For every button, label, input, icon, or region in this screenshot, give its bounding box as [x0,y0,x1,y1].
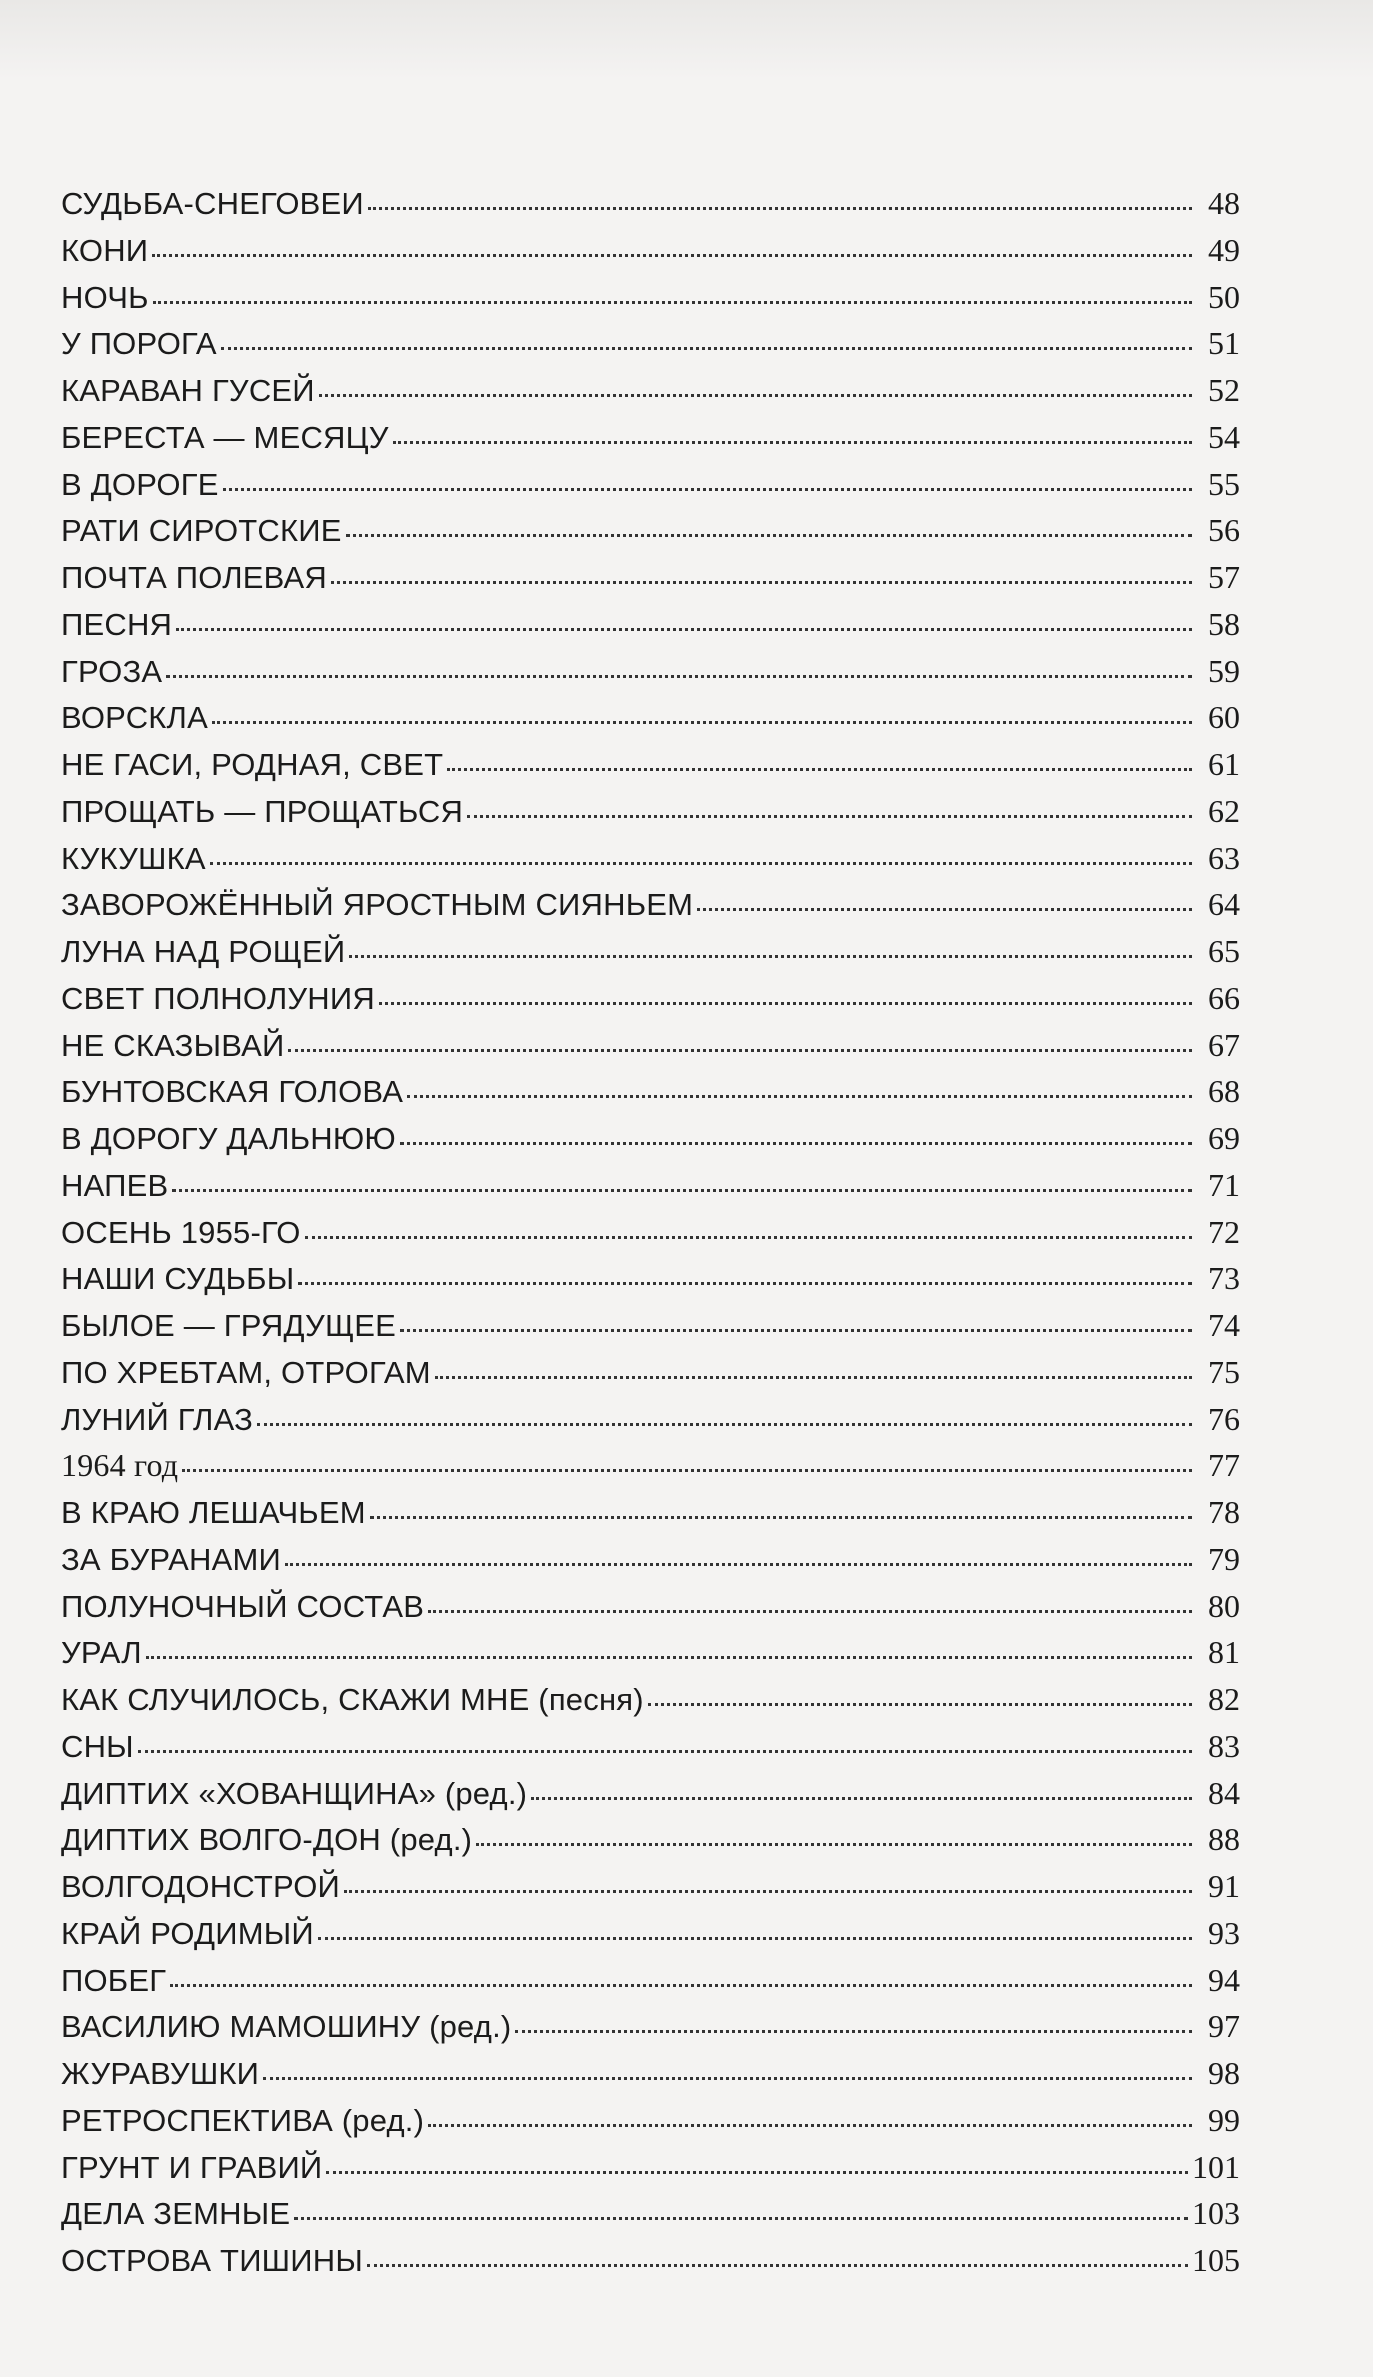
toc-entry-title: ПРОЩАТЬ — ПРОЩАТЬСЯ [61,793,464,829]
toc-entry-title: КУКУШКА [61,840,206,876]
toc-entry [61,1162,1240,1209]
dot-leader [467,814,1192,818]
dot-leader [435,1375,1192,1379]
dot-leader [298,1281,1192,1285]
toc-entry-page-number: 50 [1208,278,1240,315]
toc-entry-title: ГРОЗА [61,653,163,689]
toc-entry-title: ОСЕНЬ 1955-ГО [61,1214,301,1250]
table-of-contents [61,180,1240,2284]
toc-entry-title: БУНТОВСКАЯ ГОЛОВА [61,1074,404,1110]
toc-entry-title: ГРУНТ И ГРАВИЙ [61,2149,323,2185]
toc-entry-title: КАРАВАН ГУСЕЙ [61,373,315,408]
toc-entry-page-number: 91 [1208,1868,1240,1904]
toc-entry [61,180,1240,227]
toc-entry-page-number: 98 [1208,2055,1240,2091]
toc-entry [61,1536,1240,1583]
toc-entry-page-number: 84 [1208,1774,1240,1811]
toc-entry [61,1255,1240,1302]
toc-entry-title: 1964 год [61,1447,179,1484]
toc-entry-title: КОНИ [61,232,149,268]
toc-entry-page-number: 94 [1208,1961,1240,1998]
dot-leader [331,580,1192,584]
toc-entry-page-number: 57 [1208,559,1240,595]
dot-leader [263,2076,1192,2080]
toc-entry-page-number: 101 [1192,2148,1240,2185]
toc-entry-page-number: 67 [1208,1026,1240,1063]
dot-leader [288,1048,1192,1052]
toc-entry-page-number: 105 [1192,2242,1240,2278]
dot-leader [367,2263,1188,2267]
toc-entry-title: ПО ХРЕБТАМ, ОТРОГАМ [61,1354,431,1390]
toc-entry [61,1442,1240,1489]
dot-leader [319,393,1192,397]
toc-entry [61,694,1240,741]
dot-leader [294,2216,1188,2220]
toc-entry [61,320,1240,367]
toc-entry-page-number: 97 [1208,2008,1240,2045]
dot-leader [379,1001,1192,1005]
toc-entry [61,227,1240,274]
toc-entry-page-number: 55 [1208,465,1240,502]
toc-entry-title: ЛУНИЙ ГЛАЗ [61,1401,254,1437]
toc-entry [61,1770,1240,1817]
toc-entry-page-number: 56 [1208,512,1240,549]
dot-leader [138,1749,1192,1753]
toc-entry-page-number: 71 [1208,1166,1240,1203]
toc-entry-title: ПОЛУНОЧНЫЙ СОСТАВ [61,1588,425,1624]
toc-entry-page-number: 62 [1208,792,1240,829]
toc-entry [61,835,1240,882]
toc-entry-title: ДИПТИХ ВОЛГО-ДОН (ред.) [61,1822,473,1858]
dot-leader [318,1936,1192,1940]
dot-leader [400,1328,1192,1332]
dot-leader [176,627,1192,631]
dot-leader [305,1235,1192,1239]
toc-entry-title: НОЧЬ [61,279,149,315]
toc-entry-title: УРАЛ [61,1635,142,1671]
toc-entry [61,881,1240,928]
dot-leader [152,253,1192,257]
toc-entry-title: КРАЙ РОДИМЫЙ [61,1915,314,1951]
dot-leader [400,1141,1192,1145]
toc-entry [61,1863,1240,1910]
dot-leader [170,1983,1192,1987]
toc-entry [61,367,1240,414]
dot-leader [697,907,1192,911]
toc-entry [61,1302,1240,1349]
dot-leader [428,1609,1192,1613]
dot-leader [223,487,1192,491]
dot-leader [515,2029,1192,2033]
toc-entry [61,1816,1240,1863]
toc-entry-page-number: 58 [1208,605,1240,642]
toc-entry [61,648,1240,695]
toc-entry [61,1489,1240,1536]
toc-entry [61,1629,1240,1676]
toc-entry-page-number: 81 [1208,1634,1240,1671]
dot-leader [326,2170,1188,2174]
dot-leader [531,1796,1192,1800]
toc-entry-title: ПЕСНЯ [61,606,173,642]
dot-leader [476,1842,1192,1846]
toc-entry-page-number: 83 [1208,1727,1240,1764]
toc-entry [61,2003,1240,2050]
toc-entry-page-number: 88 [1208,1821,1240,1858]
toc-entry-page-number: 64 [1208,886,1240,923]
toc-entry-page-number: 52 [1208,372,1240,408]
toc-entry-title: НЕ СКАЗЫВАЙ [61,1027,285,1063]
toc-entry-page-number: 79 [1208,1540,1240,1577]
toc-entry-page-number: 54 [1208,418,1240,455]
toc-entry-title: ДЕЛА ЗЕМНЫЕ [61,2196,291,2232]
toc-entry-title: ЗАВОРОЖЁННЫЙ ЯРОСТНЫМ СИЯНЬЕМ [61,887,694,923]
toc-entry-page-number: 93 [1208,1914,1240,1951]
dot-leader [349,954,1192,958]
toc-entry-title: ЛУНА НАД РОЩЕЙ [61,934,346,969]
toc-entry-page-number: 78 [1208,1494,1240,1530]
toc-entry [61,1022,1240,1069]
toc-entry-title: НЕ ГАСИ, РОДНАЯ, СВЕТ [61,747,444,782]
toc-entry [61,1068,1240,1115]
toc-entry [61,601,1240,648]
toc-entry [61,1676,1240,1723]
dot-leader [346,533,1192,537]
toc-entry [61,507,1240,554]
toc-entry-title: НАШИ СУДЬБЫ [61,1261,295,1297]
toc-entry-page-number: 48 [1208,185,1240,221]
toc-entry-title: ЗА БУРАНАМИ [61,1541,281,1577]
toc-entry-page-number: 60 [1208,699,1240,736]
toc-entry-page-number: 61 [1208,746,1240,782]
toc-entry-page-number: 75 [1208,1353,1240,1390]
dot-leader [344,1889,1192,1893]
toc-entry-page-number: 74 [1208,1307,1240,1343]
toc-entry-title: ОСТРОВА ТИШИНЫ [61,2243,363,2278]
toc-entry-title: РЕТРОСПЕКТИВА (ред.) [61,2102,425,2138]
toc-entry-title: НАПЕВ [61,1167,169,1203]
toc-entry-page-number: 51 [1208,325,1240,362]
toc-entry-page-number: 59 [1208,652,1240,689]
toc-entry [61,2190,1240,2237]
toc-entry-page-number: 82 [1208,1681,1240,1717]
toc-entry-page-number: 63 [1208,839,1240,876]
toc-entry [61,1349,1240,1396]
toc-entry-title: В КРАЮ ЛЕШАЧЬЕМ [61,1495,366,1530]
dot-leader [166,674,1192,678]
toc-entry [61,461,1240,508]
toc-entry [61,1396,1240,1443]
toc-entry-page-number: 66 [1208,979,1240,1016]
toc-entry-page-number: 49 [1208,231,1240,268]
toc-entry-page-number: 80 [1208,1587,1240,1624]
toc-entry-title: СУДЬБА-СНЕГОВЕИ [61,186,364,221]
toc-entry-page-number: 69 [1208,1120,1240,1156]
dot-leader [210,861,1192,865]
toc-entry [61,1583,1240,1630]
dot-leader [393,440,1192,444]
toc-entry-title: СВЕТ ПОЛНОЛУНИЯ [61,980,375,1016]
toc-entry [61,1910,1240,1957]
toc-entry-title: В ДОРОГЕ [61,466,219,502]
toc-entry-title: ВОЛГОДОНСТРОЙ [61,1869,341,1904]
toc-entry-title: ПОБЕГ [61,1962,167,1998]
toc-entry-title: В ДОРОГУ ДАЛЬНЮЮ [61,1121,396,1156]
toc-entry-page-number: 65 [1208,933,1240,969]
toc-entry [61,741,1240,788]
toc-entry-page-number: 76 [1208,1400,1240,1437]
toc-entry-title: СНЫ [61,1728,134,1764]
dot-leader [648,1702,1192,1706]
toc-entry [61,2097,1240,2144]
toc-entry [61,975,1240,1022]
toc-entry-page-number: 99 [1208,2101,1240,2138]
toc-entry-title: КАК СЛУЧИЛОСЬ, СКАЖИ МНЕ (песня) [61,1682,644,1717]
dot-leader [370,1515,1192,1519]
toc-entry [61,1115,1240,1162]
dot-leader [407,1094,1192,1098]
dot-leader [153,300,1192,304]
dot-leader [428,2123,1192,2127]
toc-entry-page-number: 73 [1208,1260,1240,1297]
toc-entry [61,274,1240,321]
toc-entry [61,414,1240,461]
toc-entry [61,554,1240,601]
toc-entry [61,788,1240,835]
toc-entry [61,1723,1240,1770]
toc-entry-page-number: 68 [1208,1073,1240,1110]
dot-leader [146,1655,1192,1659]
toc-entry-title: БЕРЕСТА — МЕСЯЦУ [61,419,389,455]
toc-entry [61,2237,1240,2284]
toc-entry [61,2050,1240,2097]
toc-entry-title: РАТИ СИРОТСКИЕ [61,513,342,549]
toc-entry-title: У ПОРОГА [61,326,217,362]
toc-entry-title: ВОРСКЛА [61,700,208,736]
toc-entry-title: ВАСИЛИЮ МАМОШИНУ (ред.) [61,2009,512,2045]
toc-entry [61,928,1240,975]
toc-entry-title: ДИПТИХ «ХОВАНЩИНА» (ред.) [61,1775,528,1811]
toc-entry-title: ПОЧТА ПОЛЕВАЯ [61,560,327,595]
toc-entry-title: БЫЛОЕ — ГРЯДУЩЕЕ [61,1308,396,1343]
dot-leader [212,720,1192,724]
toc-entry-page-number: 77 [1208,1447,1240,1484]
dot-leader [285,1562,1192,1566]
dot-leader [257,1422,1192,1426]
dot-leader [182,1468,1192,1472]
dot-leader [447,767,1192,771]
toc-entry-page-number: 72 [1208,1213,1240,1250]
page-top-edge [0,0,1373,80]
toc-entry-title: ЖУРАВУШКИ [61,2056,260,2091]
toc-entry [61,1209,1240,1256]
toc-entry-page-number: 103 [1192,2195,1240,2232]
toc-entry [61,2144,1240,2191]
toc-entry [61,1957,1240,2004]
dot-leader [368,206,1192,210]
dot-leader [221,346,1192,350]
dot-leader [172,1188,1192,1192]
